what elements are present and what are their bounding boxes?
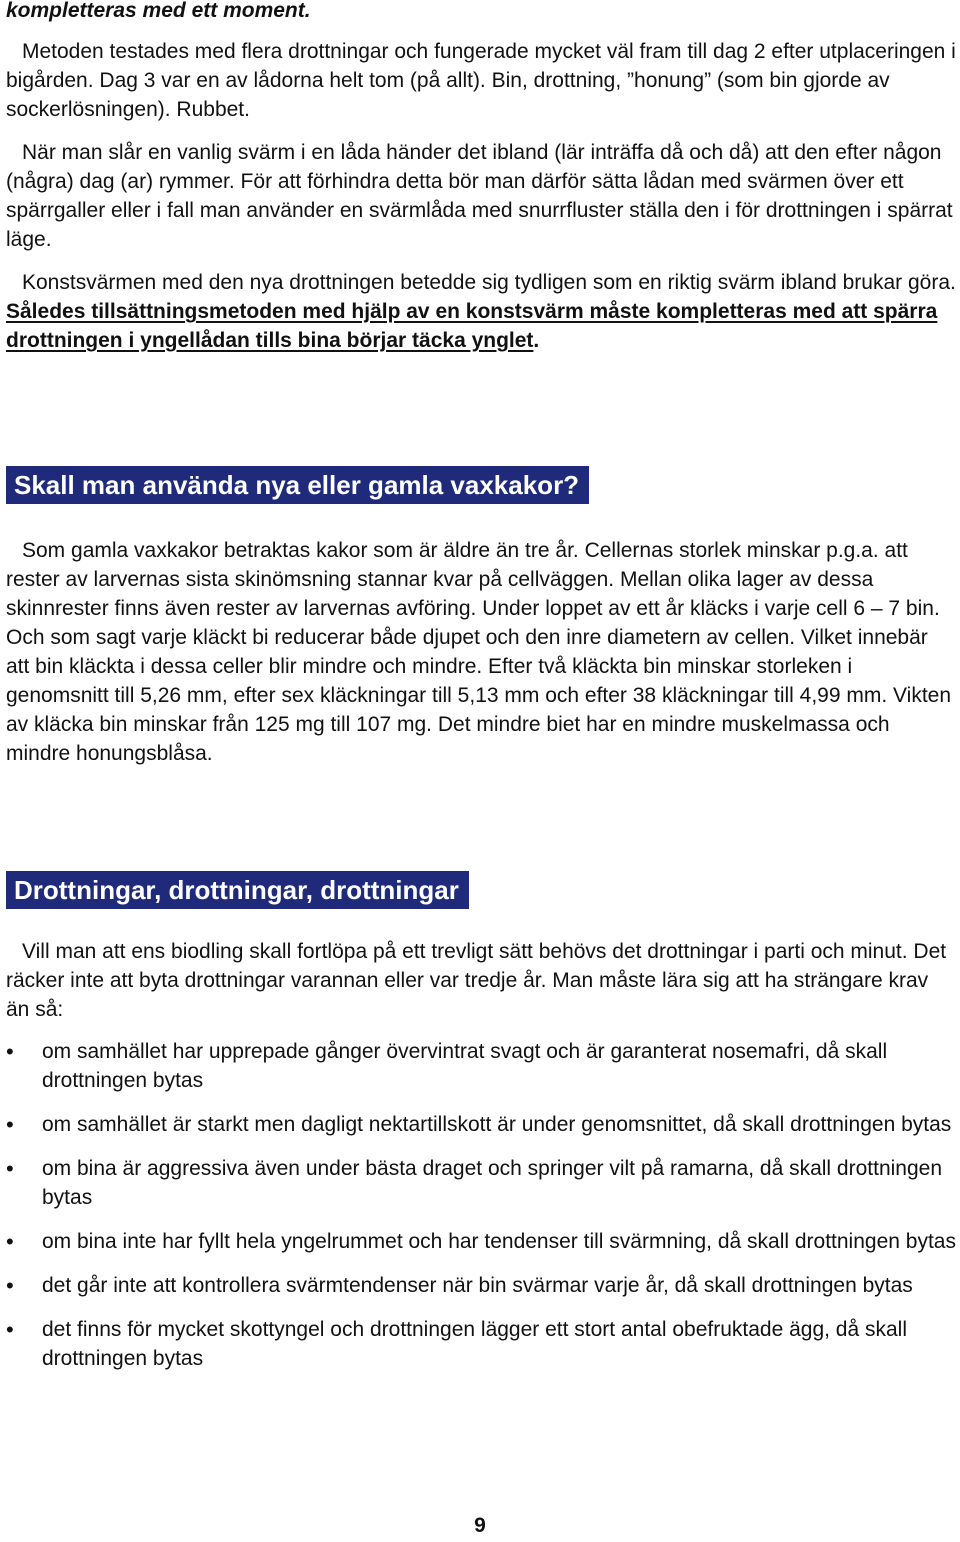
section-heading-wax-combs: Skall man använda nya eller gamla vaxkakor?	[6, 466, 589, 504]
conclusion-plain: Konstsvärmen med den nya drottningen betedde sig tydligen som en riktig svärm ibland brukar göra.	[22, 271, 956, 294]
paragraph-conclusion	[6, 268, 956, 355]
bullet-icon: •	[6, 1156, 14, 1181]
bullet-icon: •	[6, 1229, 14, 1254]
paragraph-swarm: När man slår en vanlig svärm i en låda händer det ibland (lär inträffa då och då) att den efter någon (några) dag (ar) rymmer. För att förhindra detta bör man därför sätta lådan med svärmen över ett spärrgaller eller i fall man använder en svärmlåda med snurrfluster ställa den i för drottningen i spärrat läge.	[6, 141, 953, 251]
list-item	[6, 1037, 956, 1095]
bullet-icon: •	[6, 1317, 14, 1342]
list-item-text: om samhället är starkt men dagligt nektartillskott är under genomsnittet, då skall drottningen bytas	[42, 1113, 952, 1136]
queen-replacement-list	[6, 1037, 956, 1388]
list-item	[6, 1227, 956, 1256]
paragraph-method: Metoden testades med flera drottningar och fungerade mycket väl fram till dag 2 efter utplaceringen i bigården. Dag 3 var en av lådorna helt tom (på allt). Bin, drottning, ”honung” (som bin gjorde av sockerlösningen). Rubbet.	[6, 40, 956, 121]
list-item	[6, 1271, 956, 1300]
list-item-text: om bina inte har fyllt hela yngelrummet och har tendenser till svärmning, då skall drottningen bytas	[42, 1230, 956, 1253]
list-item	[6, 1110, 956, 1139]
list-item-text: om bina är aggressiva även under bästa draget och springer vilt på ramarna, då skall drottningen bytas	[42, 1157, 943, 1209]
section-heading-queens: Drottningar, drottningar, drottningar	[6, 871, 469, 909]
page-number: 9	[474, 1514, 486, 1537]
list-item	[6, 1315, 956, 1373]
conclusion-end: .	[533, 329, 540, 352]
list-item-text: om samhället har upprepade gånger övervintrat svagt och är garanterat nosemafri, då skall drottningen bytas	[42, 1040, 888, 1092]
list-item	[6, 1154, 956, 1212]
list-item-text: det finns för mycket skottyngel och drottningen lägger ett stort antal obefruktade ägg, då skall drottningen bytas	[42, 1318, 907, 1370]
bullet-icon: •	[6, 1039, 14, 1064]
list-item-text: det går inte att kontrollera svärmtendenser när bin svärmar varje år, då skall drottningen bytas	[42, 1274, 913, 1297]
paragraph-queens: Vill man att ens biodling skall fortlöpa på ett trevligt sätt behövs det drottningar i parti och minut. Det räcker inte att byta drottningar varannan eller var tredje år. Man måste lära sig att ha strängare krav än så:	[6, 940, 947, 1021]
conclusion-emphasis: Således tillsättningsmetoden med hjälp av en konstsvärm måste kompletteras med att spärra drottningen i yngellådan tills bina börjar täcka ynglet	[6, 300, 938, 352]
bullet-icon: •	[6, 1273, 14, 1298]
bullet-icon: •	[6, 1112, 14, 1137]
lead-fragment: kompletteras med ett moment.	[6, 0, 311, 22]
paragraph-wax-combs: Som gamla vaxkakor betraktas kakor som är äldre än tre år. Cellernas storlek minskar p.g.a. att rester av larvernas sista skinömsning stannar kvar på cellväggen. Mellan olika lager av dessa skinnrester finns även rester av larvernas avföring. Under loppet av ett år kläcks i varje cell 6 – 7 bin. Och som sagt varje kläckt bi reducerar både djupet och den inre diametern av cellen. Vilket innebär att bin kläckta i dessa celler blir mindre och mindre. Efter två kläckta bin minskar storleken i genomsnitt till 5,26 mm, efter sex kläckningar till 5,13 mm och efter 38 kläckningar till 4,99 mm. Vikten av kläcka bin minskar från 125 mg till 107 mg. Det mindre biet har en mindre muskelmassa och mindre honungsblåsa.	[6, 539, 952, 765]
